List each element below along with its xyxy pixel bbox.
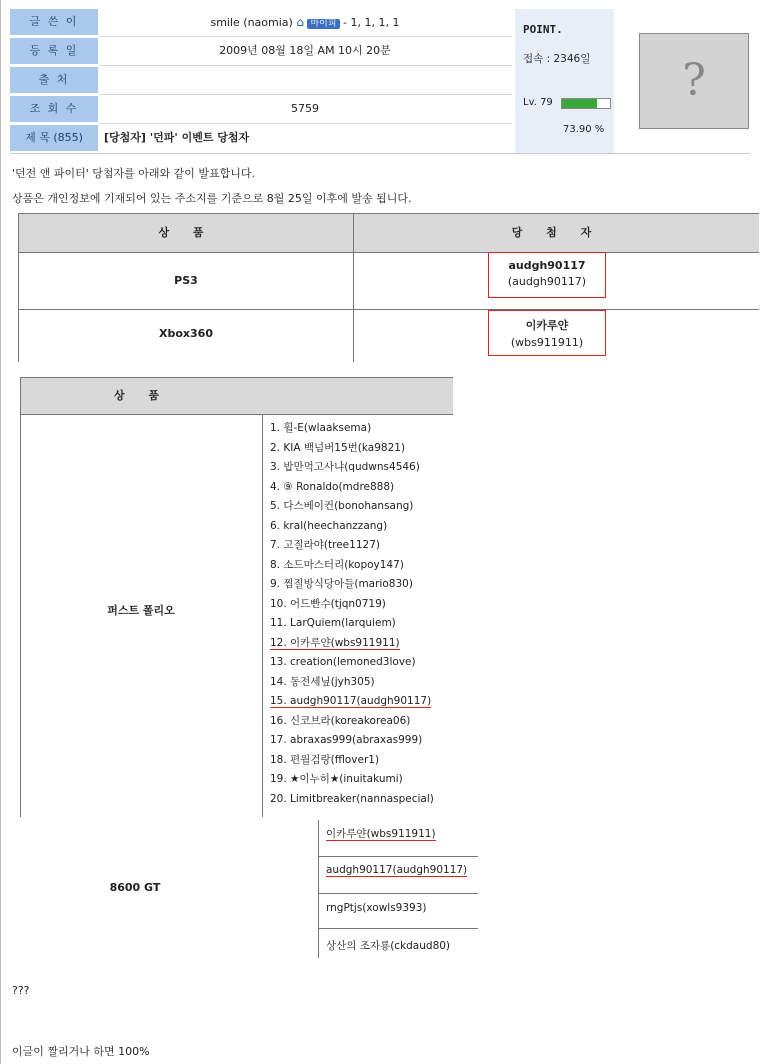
folio-winner-item: 16. 신코브라(koreakorea06) bbox=[270, 714, 411, 727]
post-title: [당첨자] '던파' 이벤트 당첨자 bbox=[104, 131, 250, 144]
folio-winner-item: 6. kral(heechanzzang) bbox=[270, 519, 388, 532]
author-name[interactable]: smile (naomia) bbox=[210, 16, 293, 29]
folio-winner-item: 10. 어드빤수(tjqn0719) bbox=[270, 597, 386, 610]
date-label: 등 록 일 bbox=[10, 38, 98, 64]
col-winner-header: 당 첨 자 bbox=[354, 213, 759, 253]
avatar[interactable] bbox=[639, 33, 749, 129]
col-winner-header bbox=[262, 377, 453, 415]
author-suffix: - 1, 1, 1, 1 bbox=[343, 16, 400, 29]
mypage-badge[interactable]: 마이피 bbox=[307, 19, 339, 29]
folio-winner-item: 3. 밥만먹고사냐(qudwns4546) bbox=[270, 461, 420, 473]
row-divider bbox=[318, 893, 478, 894]
author-row bbox=[100, 9, 510, 35]
winner-id: (wbs911911) bbox=[510, 336, 584, 349]
folio-winner-item: 2. KIA 백넘버15번(ka9821) bbox=[270, 441, 406, 454]
footer-line-1: ??? bbox=[12, 984, 30, 997]
table-border bbox=[318, 820, 319, 958]
folio-winner-item: 8. 소드마스터리(kopoy147) bbox=[270, 558, 404, 571]
divider bbox=[100, 123, 512, 124]
folio-winner-item: 4. ⑨ Ronaldo(mdre888) bbox=[270, 480, 395, 493]
divider bbox=[100, 65, 512, 66]
point-heading: POINT. bbox=[523, 23, 563, 36]
product-first-folio: 퍼스트 폴리오 bbox=[107, 604, 175, 617]
gt-winner: rngPtjs(xowls9393) bbox=[326, 902, 427, 914]
point-panel bbox=[515, 9, 614, 153]
folio-winner-item: 11. LarQuiem(larquiem) bbox=[270, 617, 396, 629]
gt-winner: 상산의 조자룡(ckdaud80) bbox=[326, 940, 451, 952]
source-value bbox=[100, 67, 510, 93]
folio-winner-item: 9. 찜질방식당아들(mario830) bbox=[270, 578, 413, 590]
divider bbox=[100, 94, 512, 95]
winner-name: audgh90117 bbox=[508, 259, 586, 272]
intro-line-1: '던전 앤 파이터' 당첨자를 아래와 같이 발표합니다. bbox=[12, 167, 256, 180]
product-8600gt: 8600 GT bbox=[109, 881, 161, 894]
folio-winner-item: 7. 고질라야(tree1127) bbox=[270, 539, 380, 551]
col-product-header: 상 품 bbox=[20, 377, 263, 415]
title-label: 제 목 (855) bbox=[10, 125, 98, 151]
winner-box-ps3 bbox=[488, 252, 606, 298]
gt-winner: 이카루얀(wbs911911) bbox=[326, 828, 436, 840]
folio-winner-item: 17. abraxas999(abraxas999) bbox=[270, 734, 423, 746]
author-label: 글 쓴 이 bbox=[10, 9, 98, 35]
footer-line-2: 이글이 짤리거나 하면 100% bbox=[12, 1045, 150, 1058]
winner-name: 이카루얀 bbox=[525, 319, 569, 332]
folio-winner-item: 15. audgh90117(audgh90117) bbox=[270, 695, 432, 707]
left-border bbox=[0, 0, 1, 1064]
divider bbox=[10, 153, 750, 154]
source-label: 출 처 bbox=[10, 67, 98, 93]
house-icon[interactable]: ⌂ bbox=[296, 15, 304, 29]
row-divider bbox=[318, 856, 478, 857]
folio-winner-item: 18. 편월검랑(fflover1) bbox=[270, 753, 380, 766]
folio-winner-item: 14. 동전세닢(jyh305) bbox=[270, 675, 375, 688]
views-label: 조 회 수 bbox=[10, 96, 98, 122]
divider bbox=[100, 36, 512, 37]
intro-line-2: 상품은 개인정보에 기재되어 있는 주소지를 기준으로 8월 25일 이후에 발송 됩니다. bbox=[12, 192, 412, 205]
level-progress-fill bbox=[562, 99, 597, 108]
date-value: 2009년 08월 18일 AM 10시 20분 bbox=[219, 44, 391, 57]
winner-box-xbox360 bbox=[488, 310, 606, 356]
product-ps3: PS3 bbox=[19, 253, 354, 309]
folio-winner-item: 1. 휠-E(wlaaksema) bbox=[270, 422, 372, 434]
level-percent: 73.90 % bbox=[563, 124, 605, 135]
folio-winner-item: 20. Limitbreaker(nannaspecial) bbox=[270, 792, 434, 805]
winners-table bbox=[18, 213, 759, 362]
folio-winner-item: 12. 이카루얀(wbs911911) bbox=[270, 636, 400, 649]
folio-winner-item: 5. 다스베이컨(bonohansang) bbox=[270, 500, 414, 512]
views-value: 5759 bbox=[291, 102, 319, 115]
question-mark-icon: ? bbox=[682, 55, 706, 106]
winner-id: (audgh90117) bbox=[507, 275, 587, 288]
table-border bbox=[262, 415, 263, 817]
row-divider bbox=[318, 928, 478, 929]
folio-winner-item: 13. creation(lemoned3love) bbox=[270, 656, 416, 668]
folio-winner-item: 19. ★이누히★(inuitakumi) bbox=[270, 773, 403, 785]
level-progress-bar bbox=[561, 98, 611, 109]
gt-winner: audgh90117(audgh90117) bbox=[326, 864, 468, 876]
level-label: Lv. 79 bbox=[523, 97, 553, 108]
product-xbox360: Xbox360 bbox=[19, 310, 354, 362]
visits-count: 접속 : 2346일 bbox=[523, 53, 591, 65]
col-product-header: 상 품 bbox=[19, 213, 354, 253]
